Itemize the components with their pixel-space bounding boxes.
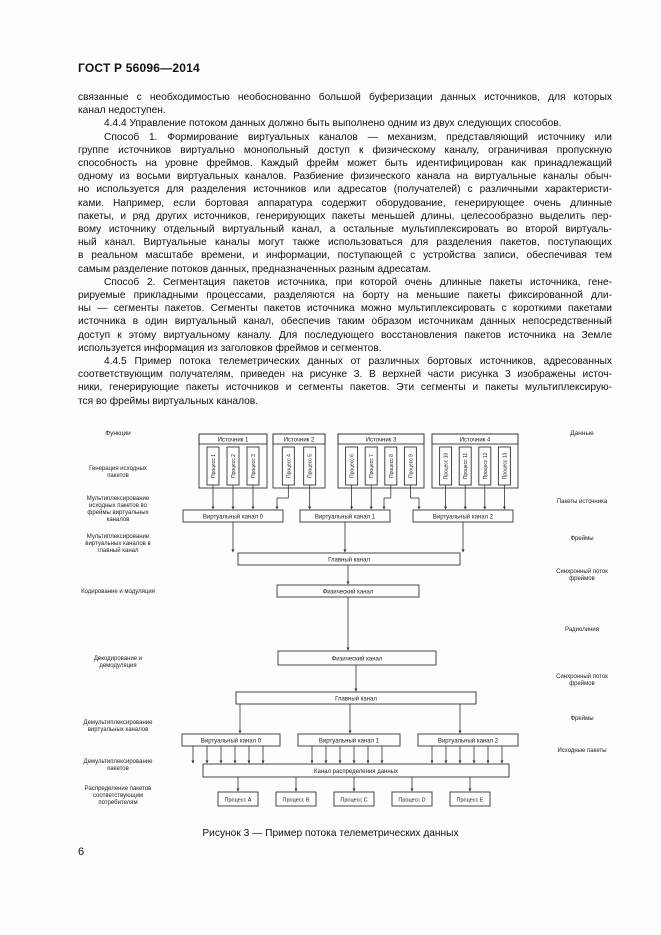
left-label-demux-vc: Демультиплексирование: [83, 720, 153, 726]
left-label-mux-vc: Мультиплексирование: [86, 496, 150, 502]
text-line: пакеты, и ряд других источников, генерирующих пакеты меньшей длины, целесообразно выделить пер-: [78, 210, 612, 222]
right-label-sync-stream: фреймов: [569, 576, 595, 582]
text-line: ники, генерирующие пакеты источников и сегменты пакетов. Эти сегменты и пакеты мультиплексирую-: [78, 382, 612, 394]
text-line: 4.4.4 Управление потоком данных должно быть выполнено одним из двух следующих способов.: [104, 118, 562, 130]
process-label: Процесс 12: [482, 452, 489, 480]
consumer-process-label: Процесс C: [340, 797, 368, 804]
process-label: Процесс 4: [286, 454, 293, 478]
right-label-sync-stream: фреймов: [569, 681, 595, 687]
left-label-mux-vc: исходных пакетов во: [88, 503, 148, 509]
text-line: Способ 1. Формирование виртуальных каналов — механизм, представляющий источнику или: [104, 131, 612, 143]
source-title: Источник 3: [365, 437, 397, 444]
distribution-channel-label: Канал распределения данных: [314, 769, 398, 775]
figure-caption: Рисунок 3 — Пример потока телеметрических данных: [202, 828, 459, 839]
virtual-channel-label: Виртуальный канал 1: [314, 514, 376, 521]
process-label: Процесс 8: [388, 454, 395, 478]
left-label-decoding: Декодирование и: [93, 656, 143, 662]
process-label: Процесс 3: [251, 454, 257, 478]
main-channel-label: Главный канал: [328, 557, 370, 564]
paragraph: [78, 276, 612, 355]
process-label: Процесс 13: [502, 452, 509, 480]
text-line: рируемые прикладными процессами, разделяются на борту на меньшие пакеты фиксированной дли-: [78, 290, 612, 302]
virtual-channel-label: Виртуальный канал 0: [200, 738, 262, 745]
right-label-source-packets: Пакеты источника: [556, 499, 608, 505]
consumer-process-label: Процесс D: [398, 797, 426, 804]
left-label-demux-packets: пакетов: [107, 766, 129, 772]
left-label-mux-main: главный канал: [97, 548, 139, 554]
process-label: Процесс 7: [369, 454, 376, 478]
text-line: самым разделение потоков данных, предназначенных разным адресатам.: [78, 263, 432, 275]
right-label-frames: Фреймы: [570, 536, 594, 542]
physical-channel-label: Физический канал: [322, 589, 374, 596]
right-label-frames: Фреймы: [570, 716, 594, 722]
process-label: Процесс 11: [463, 452, 470, 480]
left-label-decoding: демодуляция: [99, 663, 137, 669]
text-line: одному из восьми виртуальных каналов. Разбиение физического канала на виртуальные каналы обыч-: [78, 171, 612, 183]
source-title: Источник 1: [217, 437, 249, 444]
process-label: Процесс 6: [349, 454, 356, 478]
left-label-generation: пакетов: [107, 473, 129, 479]
paragraph: [78, 117, 612, 130]
text-line: группе источников виртуально монопольный доступ к физическому каналу, ограничивая пропускную: [78, 144, 612, 156]
virtual-channel-label: Виртуальный канал 2: [437, 738, 499, 745]
page-number: 6: [78, 846, 85, 858]
consumer-process-label: Процесс E: [456, 797, 484, 804]
text-line: связанные с необходимостью необоснованно большой буферизации данных источников, для которых: [78, 92, 612, 103]
paragraph: [78, 91, 612, 117]
source-title: Источник 4: [459, 437, 491, 444]
left-label-distribution: потребителям: [98, 800, 138, 806]
left-label-coding: Кодирование и модуляция: [81, 589, 155, 595]
right-label-sync-stream: Синхронный поток: [556, 569, 608, 575]
main-channel-label: Главный канал: [335, 696, 377, 703]
text-line: ный канал. Виртуальные каналы могут также использоваться для разделения пакетов, поступающих: [78, 237, 612, 249]
text-line: но используется для разделения источников или адресатов (получателей) с различными характеристи-: [78, 184, 612, 196]
consumer-process-label: Процесс A: [224, 797, 252, 804]
text-line: в реальном масштабе времени, и информации, поступающей с устройства записи, обеспечивая тем: [78, 250, 612, 262]
right-label-radio-link: Радиолиния: [565, 627, 599, 633]
right-label-output-packets: Исходные пакеты: [557, 748, 607, 754]
virtual-channel-label: Виртуальный канал 2: [432, 514, 494, 521]
text-line: тся во фреймы виртуальных каналов.: [78, 395, 259, 407]
process-label: Процесс 9: [408, 454, 415, 478]
standard-header: ГОСТ Р 56096—2014: [78, 61, 200, 75]
source-title: Источник 2: [283, 437, 315, 444]
left-label-demux-vc: виртуальных каналов: [87, 727, 149, 733]
left-label-mux-main: виртуальных каналов в: [85, 541, 151, 547]
body-text: [78, 91, 612, 408]
left-label-generation: Генерация исходных: [89, 466, 147, 472]
text-line: доступ к этому виртуальному каналу. Для последующего восстановления пакетов источника на Земле: [78, 329, 612, 341]
figure-3-telemetry-flow: [0, 420, 661, 830]
text-line: вому источнику отдельный виртуальный канал, а остальные мультиплексировать во второй виртуаль-: [78, 224, 612, 236]
text-line: источника в один виртуальный канал, обеспечив таким образом источникам данных непосредственный: [78, 316, 612, 328]
text-line: ны — сегменты пакетов. Сегменты пакетов источника можно мультиплексировать с короткими пакетами: [78, 303, 612, 315]
text-line: 4.4.5 Пример потока телеметрических данных от различных бортовых источников, адресованных: [104, 356, 612, 368]
text-line: канал недоступен.: [78, 105, 166, 117]
left-label-demux-packets: Демультиплексирование: [83, 759, 153, 765]
text-line: способность на уровне фреймов. Каждый фрейм может быть идентифицирован как принадлежащий: [78, 158, 612, 170]
text-line: Способ 2. Сегментация пакетов источника, при которой очень длинные пакеты источника, гене-: [104, 276, 612, 288]
process-label: Процесс 2: [231, 454, 237, 478]
text-line: соответствующим получателям, приведен на рисунке 3. В верхней части рисунка 3 изображены источ-: [78, 369, 612, 381]
physical-channel-label: Физический канал: [331, 656, 383, 663]
left-label-mux-vc: фреймы виртуальных: [87, 510, 149, 516]
process-label: Процесс 1: [211, 454, 217, 478]
paragraph: [78, 355, 612, 408]
virtual-channel-label: Виртуальный канал 1: [318, 738, 380, 745]
left-label-mux-vc: каналов: [106, 517, 130, 523]
paragraph: [78, 131, 612, 276]
left-label-mux-main: Мультиплексирование: [86, 534, 150, 540]
text-line: используется информация из заголовков фреймов и сегментов.: [78, 342, 382, 354]
process-label: Процесс 5: [307, 454, 314, 478]
virtual-channel-label: Виртуальный канал 0: [202, 514, 264, 521]
left-label-distribution: соответствующим: [92, 793, 144, 799]
process-label: Процесс 10: [443, 452, 450, 480]
consumer-process-label: Процесс B: [282, 797, 310, 804]
right-label-sync-stream: Синхронный поток: [556, 674, 608, 680]
left-label-functions: Функции: [105, 430, 131, 437]
text-line: ками. Например, если бортовая аппаратура содержит оборудование, генерирующее очень длинные: [78, 197, 612, 209]
left-label-distribution: Распределение пакетов: [84, 786, 152, 792]
right-label-data: Данные: [570, 430, 594, 437]
